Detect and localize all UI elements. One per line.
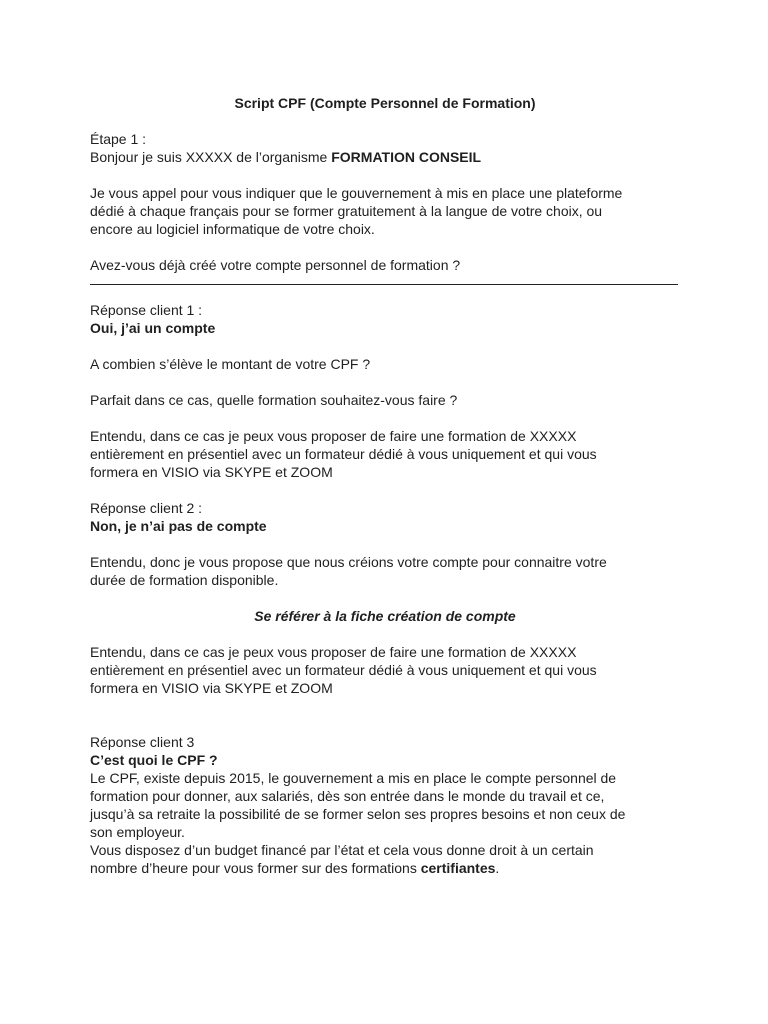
horizontal-divider [90, 284, 678, 285]
spacer [90, 589, 680, 607]
spacer [90, 373, 680, 391]
spacer [90, 697, 680, 715]
response3-label: Réponse client 3 [90, 734, 195, 750]
spacer [90, 481, 680, 499]
response3-explanation-line-2: formation pour donner, aux salariés, dès son entrée dans le monde du travail et ce, [90, 788, 605, 804]
certifiantes-emphasis: certifiantes [420, 860, 496, 876]
spacer [90, 715, 680, 733]
response2-offer-line-1: Entendu, dans ce cas je peux vous proposer de faire une formation de XXXXX [90, 644, 577, 660]
document-content [90, 94, 680, 877]
response3-answer: C’est quoi le CPF ? [90, 752, 218, 768]
response1-answer: Oui, j’ai un compte [90, 320, 216, 336]
response2-label: Réponse client 2 : [90, 500, 203, 516]
intro-line-1: Je vous appel pour vous indiquer que le gouvernement à mis en place une plateforme [90, 185, 623, 201]
response1-offer-line-1: Entendu, dans ce cas je peux vous proposer de faire une formation de XXXXX [90, 428, 577, 444]
spacer [90, 337, 680, 355]
response2-reference-note: Se référer à la fiche création de compte [254, 608, 516, 624]
response2-proposal-line-2: durée de formation disponible. [90, 572, 279, 588]
organization-name: FORMATION CONSEIL [331, 149, 482, 165]
response3-explanation-line-5: Vous disposez d’un budget financé par l’état et cela vous donne droit à un certain [90, 842, 594, 858]
response1-label: Réponse client 1 : [90, 302, 203, 318]
step1-question: Avez-vous déjà créé votre compte personnel de formation ? [90, 257, 461, 273]
intro-line-2: dédié à chaque français pour se former gratuitement à la langue de votre choix, ou [90, 203, 603, 219]
response3-explanation-line-4: son employeur. [90, 824, 185, 840]
response2-answer: Non, je n’ai pas de compte [90, 518, 267, 534]
spacer [90, 535, 680, 553]
step1-greeting [90, 148, 680, 166]
final-period: . [495, 860, 500, 876]
response3-explanation-line-1: Le CPF, existe depuis 2015, le gouvernement a mis en place le compte personnel de [90, 770, 617, 786]
response2-proposal-line-1: Entendu, donc je vous propose que nous créions votre compte pour connaitre votre [90, 554, 607, 570]
spacer [90, 625, 680, 643]
greeting-text: Bonjour je suis XXXXX de l’organisme [90, 149, 332, 165]
step1-label: Étape 1 : [90, 131, 147, 147]
document-title: Script CPF (Compte Personnel de Formation) [234, 95, 536, 111]
spacer [90, 409, 680, 427]
response2-offer-line-2: entièrement en présentiel avec un formateur dédié à vous uniquement et qui vous [90, 662, 597, 678]
response1-question-training: Parfait dans ce cas, quelle formation souhaitez-vous faire ? [90, 392, 458, 408]
response1-offer-line-2: entièrement en présentiel avec un formateur dédié à vous uniquement et qui vous [90, 446, 597, 462]
response3-explanation-line-3: jusqu’à sa retraite la possibilité de se former selon ses propres besoins et non ceux de [90, 806, 626, 822]
response1-question-amount: A combien s’élève le montant de votre CPF ? [90, 356, 371, 372]
spacer [90, 166, 680, 184]
response2-offer-line-3: formera en VISIO via SKYPE et ZOOM [90, 680, 333, 696]
spacer [90, 238, 680, 256]
response3-final-line [90, 859, 680, 877]
response1-offer-line-3: formera en VISIO via SKYPE et ZOOM [90, 464, 333, 480]
intro-line-3: encore au logiciel informatique de votre choix. [90, 221, 375, 237]
final-line-text: nombre d’heure pour vous former sur des formations [90, 860, 421, 876]
